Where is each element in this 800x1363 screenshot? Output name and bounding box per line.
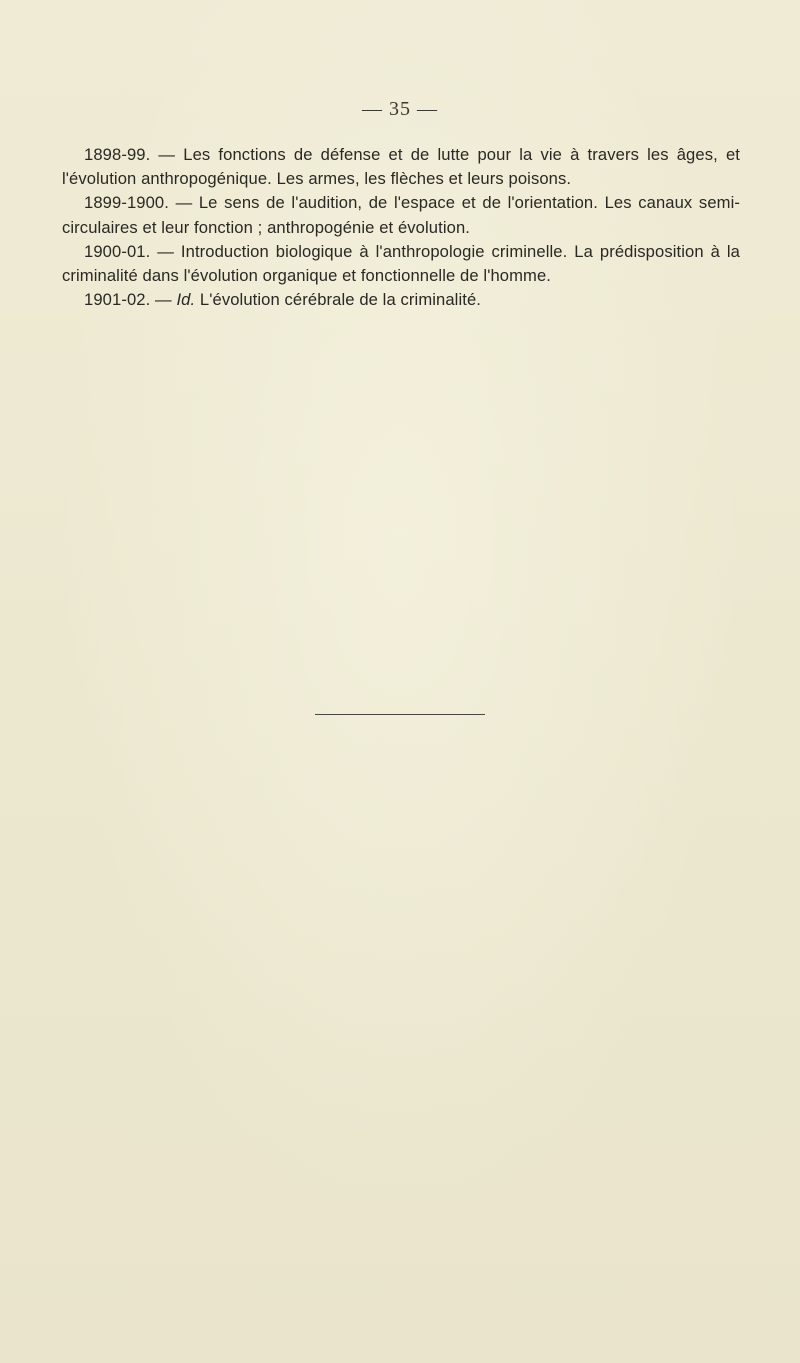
course-entry-1900: 1900-01. — Introduction biologique à l'anthropologie criminelle. La prédisposition à la criminalité dans l'évolution organique et fonctionnelle de l'homme. — [62, 241, 740, 286]
course-entry-1898: 1898-99. — Les fonctions de défense et de lutte pour la vie à travers les âges, et l'évolution anthropogénique. Les armes, les flèches et leurs poisons. — [62, 145, 740, 189]
entry-year-prefix: 1901-02. — — [84, 290, 177, 310]
course-entry-1901 — [62, 288, 740, 312]
entry-title: L'évolution cérébrale de la criminalité. — [195, 290, 482, 310]
page-number: — 35 — — [362, 98, 438, 120]
course-list — [62, 143, 740, 312]
section-divider-rule — [315, 714, 485, 715]
course-entry-1899: 1899-1900. — Le sens de l'audition, de l'espace et de l'orientation. Les canaux semi-circulaires et leur fonction ; anthropogénie et évolution. — [62, 193, 740, 237]
ibid-abbreviation: Id. — [176, 290, 196, 310]
